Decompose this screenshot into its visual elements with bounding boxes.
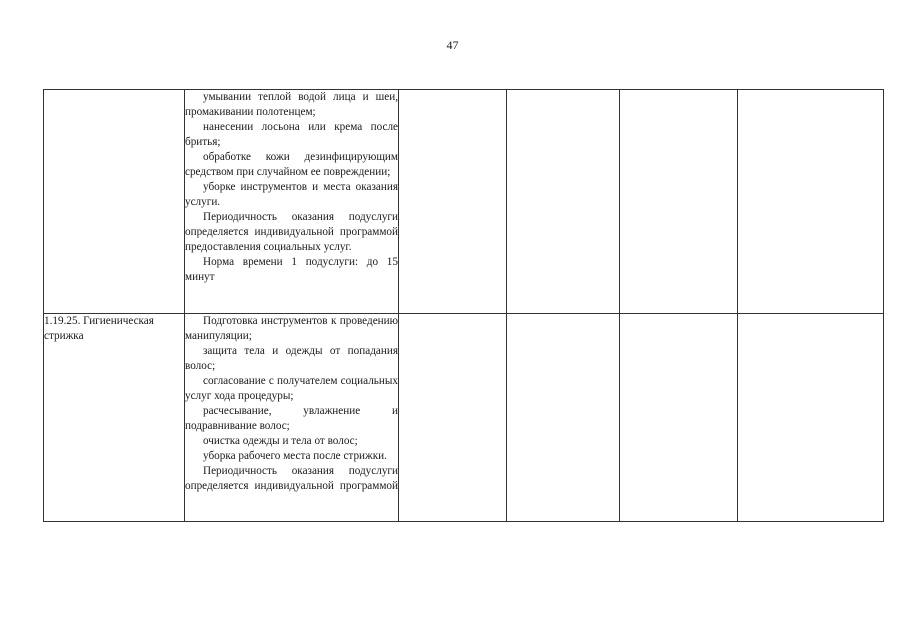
description-paragraph: Норма времени 1 подуслуги: до 15 минут xyxy=(185,256,398,283)
description-paragraph: обработке кожи дезинфицирующим средством при случайном ее повреждении; xyxy=(185,151,398,178)
page-number: 47 xyxy=(446,38,459,52)
description-paragraph: Периодичность оказания подуслуги определяется индивидуальной программой xyxy=(185,465,398,492)
table-row xyxy=(44,90,884,314)
empty-cell xyxy=(620,314,738,522)
description-paragraph: согласование с получателем социальных услуг хода процедуры; xyxy=(185,375,398,402)
description-paragraph: расчесывание, увлажнение и подравнивание волос; xyxy=(185,405,398,432)
description-paragraph: уборка рабочего места после стрижки. xyxy=(203,450,387,462)
service-name-cell: 1.19.25. Гигиеническая стрижка xyxy=(44,314,185,522)
empty-cell xyxy=(738,90,884,314)
service-description-cell xyxy=(185,314,399,522)
description-paragraph: умывании теплой водой лица и шеи, промакивании полотенцем; xyxy=(185,91,398,118)
service-name-cell xyxy=(44,90,185,314)
empty-cell xyxy=(620,90,738,314)
empty-cell xyxy=(507,90,620,314)
description-paragraph: нанесении лосьона или крема после бритья; xyxy=(185,121,398,148)
service-description-cell xyxy=(185,90,399,314)
empty-cell xyxy=(399,90,507,314)
description-paragraph: очистка одежды и тела от волос; xyxy=(203,435,358,447)
table-row xyxy=(44,314,884,522)
services-table xyxy=(43,89,884,522)
empty-cell xyxy=(738,314,884,522)
description-paragraph: уборке инструментов и места оказания услуги. xyxy=(185,181,398,208)
description-paragraph: защита тела и одежды от попадания волос; xyxy=(185,345,398,372)
empty-cell xyxy=(399,314,507,522)
description-paragraph: Периодичность оказания подуслуги определяется индивидуальной программой предоставления социальных услуг. xyxy=(185,211,398,253)
empty-cell xyxy=(507,314,620,522)
description-paragraph: Подготовка инструментов к проведению манипуляции; xyxy=(185,315,398,342)
